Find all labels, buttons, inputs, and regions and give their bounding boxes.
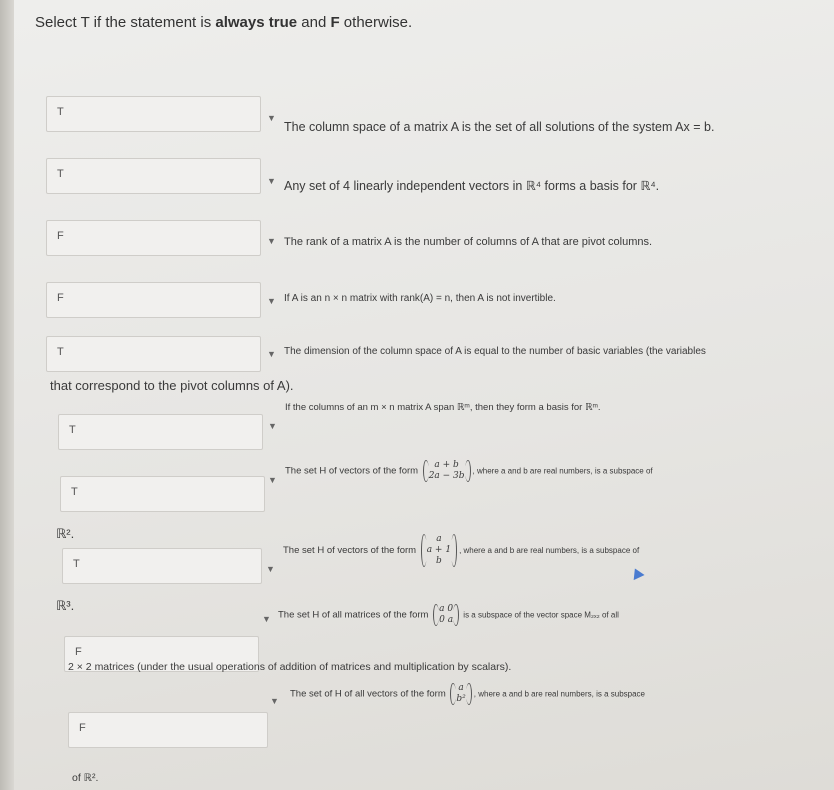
answer-select-3[interactable]: F xyxy=(46,220,261,256)
vector-matrix: a a + 1 b xyxy=(421,534,457,567)
matrix-2x2: a 0 0 a xyxy=(433,604,459,626)
vector-matrix: a b² xyxy=(450,683,471,705)
answer-select-9[interactable]: F xyxy=(64,636,259,672)
answer-select-6[interactable]: T xyxy=(58,414,263,450)
statement-5: The dimension of the column space of A is equal to the number of basic variables (the variables xyxy=(284,346,706,357)
dropdown-arrow-icon[interactable]: ▼ xyxy=(268,475,277,485)
dropdown-arrow-icon[interactable]: ▼ xyxy=(270,696,279,706)
dropdown-arrow-icon[interactable]: ▼ xyxy=(267,176,276,186)
dropdown-arrow-icon[interactable]: ▼ xyxy=(266,564,275,574)
statement-8: The set H of vectors of the form a a + 1 b, where a and b are real numbers, is a subspace of xyxy=(283,534,640,566)
statement-4: If A is an n × n matrix with rank(A) = n, then A is not invertible. xyxy=(284,293,556,304)
instructions: Select T if the statement is always true and F otherwise. xyxy=(35,14,413,31)
dropdown-arrow-icon[interactable]: ▼ xyxy=(268,421,277,431)
statement-8-continued: ℝ³. xyxy=(56,598,75,613)
statement-9: The set H of all matrices of the form a 0 0 a is a subspace of the vector space M₂ₓ₂ of all xyxy=(278,604,619,625)
statement-3: The rank of a matrix A is the number of columns of A that are pivot columns. xyxy=(284,236,653,248)
dropdown-arrow-icon[interactable]: ▼ xyxy=(267,113,276,123)
page-edge-shadow xyxy=(0,0,14,790)
statement-7-continued: ℝ². xyxy=(56,526,75,541)
answer-select-1[interactable]: T xyxy=(46,96,261,132)
answer-select-2[interactable]: T xyxy=(46,158,261,194)
dropdown-arrow-icon[interactable]: ▼ xyxy=(267,296,276,306)
vector-matrix: a + b 2a − 3b xyxy=(423,460,471,482)
statement-1: The column space of a matrix A is the set of all solutions of the system Ax = b. xyxy=(284,120,715,134)
statement-6: If the columns of an m × n matrix A span ℝᵐ, then they form a basis for ℝᵐ. xyxy=(285,402,601,413)
statement-7: The set H of vectors of the form a + b 2a − 3b , where a and b are real numbers, is a subspace of xyxy=(285,460,653,481)
statement-10: The set of H of all vectors of the form a b² , where a and b are real numbers, is a subspace xyxy=(290,683,645,704)
dropdown-arrow-icon[interactable]: ▼ xyxy=(262,614,271,624)
dropdown-arrow-icon[interactable]: ▼ xyxy=(267,236,276,246)
statement-5-continued: that correspond to the pivot columns of A). xyxy=(50,378,294,393)
statement-10-continued: of ℝ². xyxy=(72,772,99,784)
answer-select-4[interactable]: F xyxy=(46,282,261,318)
answer-select-5[interactable]: T xyxy=(46,336,261,372)
statement-2: Any set of 4 linearly independent vectors in ℝ⁴ forms a basis for ℝ⁴. xyxy=(284,179,660,193)
dropdown-arrow-icon[interactable]: ▼ xyxy=(267,349,276,359)
answer-select-7[interactable]: T xyxy=(60,476,265,512)
statement-9-continued: 2 × 2 matrices (under the usual operations of addition of matrices and multiplication by scalars). xyxy=(68,661,512,673)
answer-select-8[interactable]: T xyxy=(62,548,262,584)
answer-select-10[interactable]: F xyxy=(68,712,268,748)
